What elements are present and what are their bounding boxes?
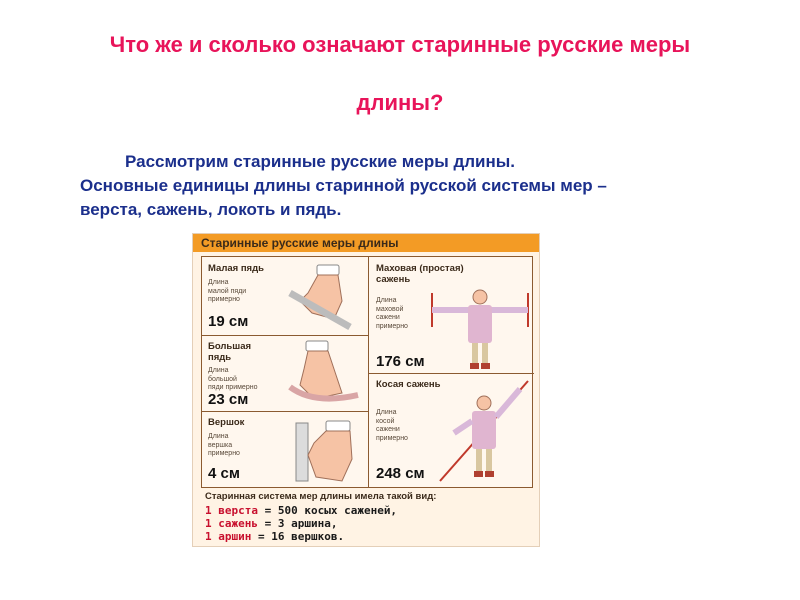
hand-ruler-illustration <box>284 339 364 409</box>
cell-value-bolshaya-pyad: 23 см <box>208 391 249 408</box>
cell-desc-vershok: Длина вершка примерно <box>208 433 240 457</box>
cell-desc-bolshaya-pyad: Длина большой пяди примерно <box>208 367 258 391</box>
page-title-line-2: длины? <box>356 90 444 115</box>
man-outstretched-arms-illustration <box>428 287 532 371</box>
measures-poster <box>192 233 540 547</box>
cell-label-malaya-pyad: Малая пядь <box>208 263 264 274</box>
cell-label-bolshaya-pyad: Большая пядь <box>208 341 252 363</box>
grid-vertical-divider <box>368 257 369 487</box>
grid-divider <box>202 335 368 336</box>
cell-desc-kosaya-sazhen: Длина косой сажени примерно <box>376 409 408 442</box>
hand-ruler-illustration <box>290 415 366 485</box>
conversion-line: 1 верста = 500 косых саженей, <box>205 504 398 517</box>
poster-grid <box>201 256 533 488</box>
man-diagonal-reach-illustration <box>434 377 532 485</box>
grid-divider <box>202 411 368 412</box>
cell-value-kosaya-sazhen: 248 см <box>376 465 425 482</box>
cell-label-makhovaya-sazhen: Маховая (простая) сажень <box>376 263 464 285</box>
page-title-line-1: Что же и сколько означают старинные русские меры <box>109 32 691 57</box>
grid-divider <box>368 373 534 374</box>
conversion-line: 1 аршин = 16 вершков. <box>205 530 345 543</box>
cell-label-kosaya-sazhen: Косая сажень <box>376 379 441 390</box>
hand-ruler-illustration <box>282 263 364 331</box>
paragraph-line-2: Основные единицы длины старинной русской системы мер – <box>80 176 607 195</box>
paragraph-line-3: верста, сажень, локоть и пядь. <box>80 200 342 219</box>
conversion-line: 1 сажень = 3 аршина, <box>205 517 338 530</box>
poster-title: Старинные русские меры длины <box>193 234 539 252</box>
cell-desc-malaya-pyad: Длина малой пяди примерно <box>208 279 247 303</box>
paragraph <box>80 150 740 222</box>
cell-value-vershok: 4 см <box>208 465 240 482</box>
cell-value-makhovaya-sazhen: 176 см <box>376 353 425 370</box>
cell-label-vershok: Вершок <box>208 417 245 428</box>
paragraph-line-1: Рассмотрим старинные русские меры длины. <box>125 152 515 171</box>
poster-summary-intro: Старинная система мер длины имела такой вид: <box>205 491 437 502</box>
poster-summary <box>205 491 535 543</box>
cell-value-malaya-pyad: 19 см <box>208 313 249 330</box>
cell-desc-makhovaya-sazhen: Длина маховой сажени примерно <box>376 297 408 330</box>
